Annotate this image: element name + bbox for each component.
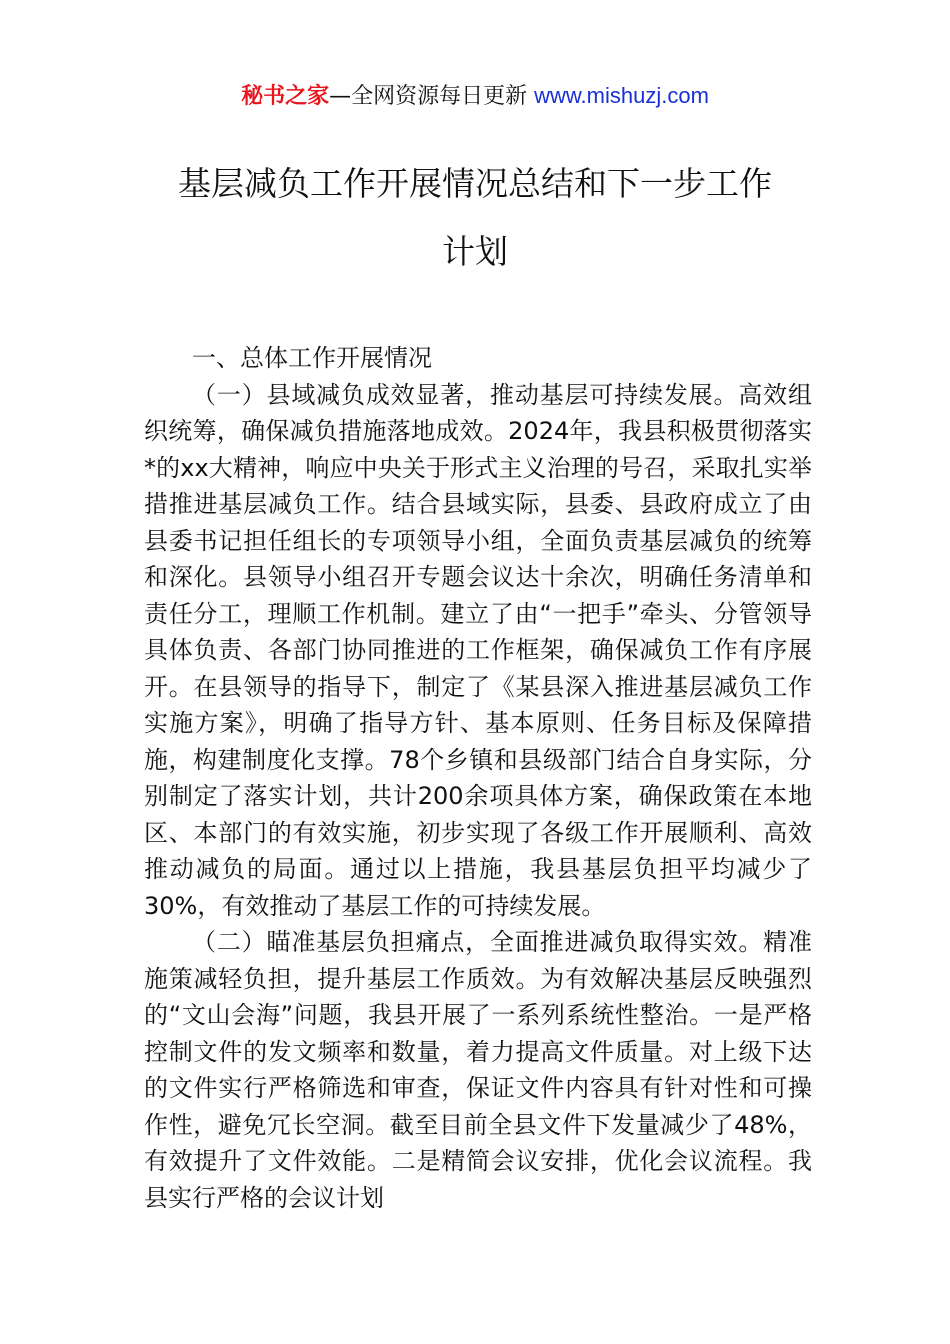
header-tagline: —全网资源每日更新 (329, 84, 528, 109)
site-url[interactable]: www.mishuzj.com (534, 83, 709, 108)
document-title (100, 150, 850, 286)
document-body (144, 340, 812, 1216)
section-heading: 一、总体工作开展情况 (192, 344, 432, 372)
title-line-2: 计划 (442, 232, 508, 271)
site-header (0, 80, 950, 113)
brand-name: 秘书之家 (241, 84, 330, 109)
body-paragraph-1: （一）县域减负成效显著，推动基层可持续发展。高效组织统筹，确保减负措施落地成效。2024年，我县积极贯彻落实*的xx大精神，响应中央关于形式主义治理的号召，采取扎实举措推进基层减负工作。结合县域实际，县委、县政府成立了由县委书记担任组长的专项领导小组，全面负责基层减负的统筹和深化。县领导小组召开专题会议达十余次，明确任务清单和责任分工，理顺工作机制。建立了由“一把手”牵头、分管领导具体负责、各部门协同推进的工作框架，确保减负工作有序展开。在县领导的指导下，制定了《某县深入推进基层减负工作实施方案》，明确了指导方针、基本原则、任务目标及保障措施，构建制度化支撑。78个乡镇和县级部门结合自身实际，分别制定了落实计划，共计200余项具体方案，确保政策在本地区、本部门的有效实施，初步实现了各级工作开展顺利、高效推动减负的局面。通过以上措施，我县基层负担平均减少了30%，有效推动了基层工作的可持续发展。 (144, 380, 812, 920)
title-line-1: 基层减负工作开展情况总结和下一步工作 (178, 164, 772, 203)
body-paragraph-2: （二）瞄准基层负担痛点，全面推进减负取得实效。精准施策减轻负担，提升基层工作质效。为有效解决基层反映强烈的“文山会海”问题，我县开展了一系列系统性整治。一是严格控制文件的发文频率和数量，着力提高文件质量。对上级下达的文件实行严格筛选和审查，保证文件内容具有针对性和可操作性，避免冗长空洞。截至目前全县文件下发量减少了48%，有效提升了文件效能。二是精简会议安排，优化会议流程。我县实行严格的会议计划 (144, 928, 812, 1212)
